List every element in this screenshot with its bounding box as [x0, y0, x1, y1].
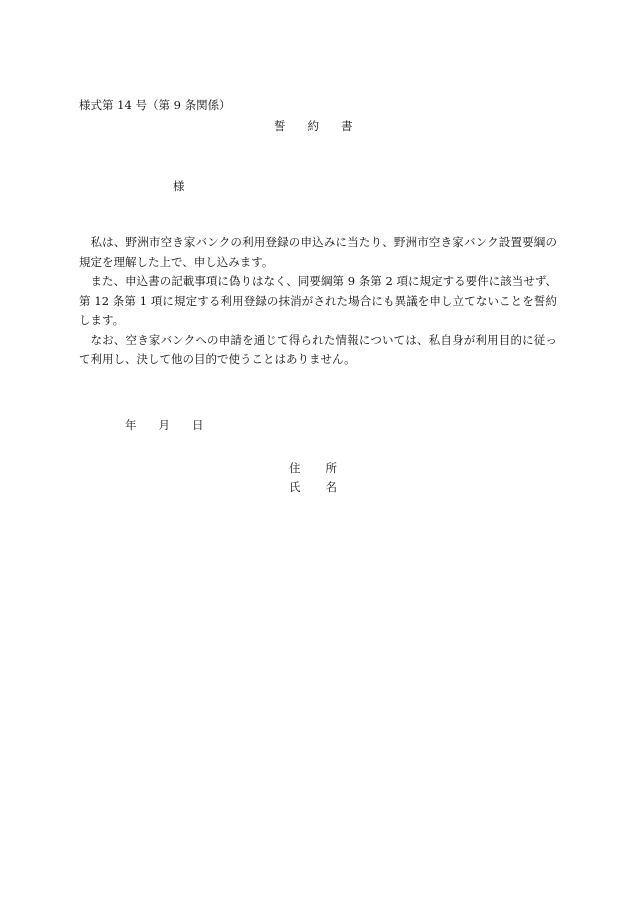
title-char-3: 書 [341, 119, 353, 133]
addressee-suffix: 様 [173, 179, 185, 193]
pledge-body [79, 233, 557, 370]
name-char-1: 氏 [289, 480, 301, 494]
month-label: 月 [158, 418, 170, 432]
address-char-1: 住 [289, 461, 301, 475]
paragraph-3: なお、空き家バンクへの申請を通じて得られた情報については、私自身が利用目的に従って利用し、決して他の目的で使うことはありません。 [79, 332, 557, 366]
address-label [289, 460, 337, 476]
day-label: 日 [192, 418, 204, 432]
title-char-1: 誓 [274, 119, 286, 133]
name-label [289, 479, 337, 495]
name-char-2: 名 [325, 480, 337, 494]
title-char-2: 約 [307, 119, 319, 133]
address-char-2: 所 [325, 461, 337, 475]
date-line [125, 417, 204, 433]
year-label: 年 [125, 418, 137, 432]
document-title [274, 118, 353, 134]
paragraph-1: 私は、野洲市空き家バンクの利用登録の申込みに当たり、野洲市空き家バンク設置要綱の規定を理解した上で、申し込みます。 [79, 235, 557, 269]
paragraph-2: また、申込書の記載事項に偽りはなく、同要綱第 9 条第 2 項に規定する要件に該当せず、第 12 条第 1 項に規定する利用登録の抹消がされた場合にも異議を申し立てないことを誓約します。 [79, 274, 557, 327]
form-number: 様式第 14 号（第 9 条関係） [79, 98, 231, 112]
